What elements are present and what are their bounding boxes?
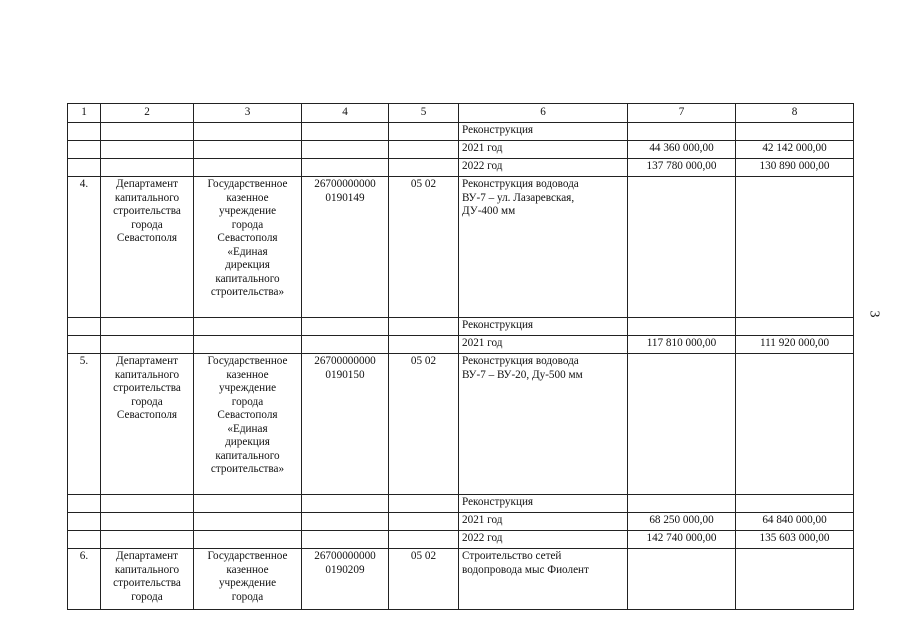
description-cell: 2022 год: [459, 531, 628, 549]
description-cell: Строительство сетей водопровода мыс Фиолент: [459, 549, 628, 610]
description-cell: Реконструкция водовода ВУ-7 – ВУ-20, Ду-500 мм: [459, 354, 628, 495]
description-cell: Реконструкция водовода ВУ-7 – ул. Лазаревская, ДУ-400 мм: [459, 177, 628, 318]
empty-cell: [302, 159, 389, 177]
amount-cell: 64 840 000,00: [736, 513, 854, 531]
empty-cell: [194, 513, 302, 531]
empty-cell: [68, 531, 101, 549]
amount-cell: 137 780 000,00: [628, 159, 736, 177]
empty-cell: [68, 159, 101, 177]
empty-cell: [389, 159, 459, 177]
description-cell: 2021 год: [459, 513, 628, 531]
empty-cell: [68, 141, 101, 159]
row-number-cell: 4.: [68, 177, 101, 318]
amount-cell: [628, 495, 736, 513]
column-header: 4: [302, 104, 389, 123]
empty-cell: [302, 318, 389, 336]
empty-cell: [194, 495, 302, 513]
table-row: [68, 531, 854, 549]
amount-cell: 142 740 000,00: [628, 531, 736, 549]
organization-cell: Государственное казенное учреждение города Севастополя «Единая дирекция капитального строительства»: [194, 177, 302, 318]
empty-cell: [194, 336, 302, 354]
empty-cell: [68, 513, 101, 531]
table-row: [68, 123, 854, 141]
page-number: 3: [866, 310, 882, 318]
empty-cell: [101, 513, 194, 531]
section-cell: 05 02: [389, 354, 459, 495]
empty-cell: [302, 141, 389, 159]
description-cell: Реконструкция: [459, 495, 628, 513]
amount-cell: [736, 354, 854, 495]
amount-cell: [628, 123, 736, 141]
table-row: [68, 141, 854, 159]
empty-cell: [194, 123, 302, 141]
section-cell: 05 02: [389, 549, 459, 610]
code-cell: 26700000000 0190209: [302, 549, 389, 610]
empty-cell: [101, 495, 194, 513]
row-number-cell: 5.: [68, 354, 101, 495]
amount-cell: 68 250 000,00: [628, 513, 736, 531]
empty-cell: [389, 141, 459, 159]
department-cell: Департамент капитального строительства города Севастополя: [101, 177, 194, 318]
department-cell: Департамент капитального строительства города Севастополя: [101, 354, 194, 495]
empty-cell: [101, 318, 194, 336]
empty-cell: [101, 123, 194, 141]
empty-cell: [194, 318, 302, 336]
amount-cell: [736, 549, 854, 610]
column-header: 3: [194, 104, 302, 123]
table-row: [68, 495, 854, 513]
amount-cell: 117 810 000,00: [628, 336, 736, 354]
organization-cell: Государственное казенное учреждение города Севастополя «Единая дирекция капитального строительства»: [194, 354, 302, 495]
empty-cell: [68, 318, 101, 336]
column-header: 7: [628, 104, 736, 123]
section-cell: 05 02: [389, 177, 459, 318]
column-header: 5: [389, 104, 459, 123]
empty-cell: [302, 123, 389, 141]
code-cell: 26700000000 0190149: [302, 177, 389, 318]
empty-cell: [101, 531, 194, 549]
table-row: [68, 549, 854, 610]
column-header: 6: [459, 104, 628, 123]
empty-cell: [101, 159, 194, 177]
empty-cell: [302, 495, 389, 513]
amount-cell: 135 603 000,00: [736, 531, 854, 549]
column-header: 8: [736, 104, 854, 123]
description-cell: Реконструкция: [459, 318, 628, 336]
empty-cell: [194, 531, 302, 549]
empty-cell: [101, 336, 194, 354]
description-cell: 2021 год: [459, 336, 628, 354]
empty-cell: [302, 513, 389, 531]
empty-cell: [68, 495, 101, 513]
column-header: 2: [101, 104, 194, 123]
department-cell: Департамент капитального строительства города: [101, 549, 194, 610]
code-cell: 26700000000 0190150: [302, 354, 389, 495]
amount-cell: [628, 177, 736, 318]
amount-cell: [736, 495, 854, 513]
description-cell: 2021 год: [459, 141, 628, 159]
description-cell: 2022 год: [459, 159, 628, 177]
empty-cell: [389, 318, 459, 336]
amount-cell: 42 142 000,00: [736, 141, 854, 159]
empty-cell: [302, 336, 389, 354]
table-row: [68, 177, 854, 318]
empty-cell: [194, 141, 302, 159]
table-row: [68, 318, 854, 336]
empty-cell: [302, 531, 389, 549]
empty-cell: [389, 123, 459, 141]
table-row: [68, 159, 854, 177]
amount-cell: 44 360 000,00: [628, 141, 736, 159]
organization-cell: Государственное казенное учреждение города: [194, 549, 302, 610]
amount-cell: [736, 318, 854, 336]
empty-cell: [68, 123, 101, 141]
budget-table: [67, 103, 854, 610]
amount-cell: [628, 318, 736, 336]
amount-cell: 130 890 000,00: [736, 159, 854, 177]
empty-cell: [389, 336, 459, 354]
column-header: 1: [68, 104, 101, 123]
amount-cell: [736, 123, 854, 141]
empty-cell: [389, 513, 459, 531]
table-row: [68, 354, 854, 495]
empty-cell: [389, 531, 459, 549]
amount-cell: 111 920 000,00: [736, 336, 854, 354]
empty-cell: [389, 495, 459, 513]
empty-cell: [194, 159, 302, 177]
amount-cell: [628, 549, 736, 610]
table-row: [68, 336, 854, 354]
description-cell: Реконструкция: [459, 123, 628, 141]
empty-cell: [68, 336, 101, 354]
amount-cell: [628, 354, 736, 495]
row-number-cell: 6.: [68, 549, 101, 610]
amount-cell: [736, 177, 854, 318]
empty-cell: [101, 141, 194, 159]
table-header-row: [68, 104, 854, 123]
table-row: [68, 513, 854, 531]
